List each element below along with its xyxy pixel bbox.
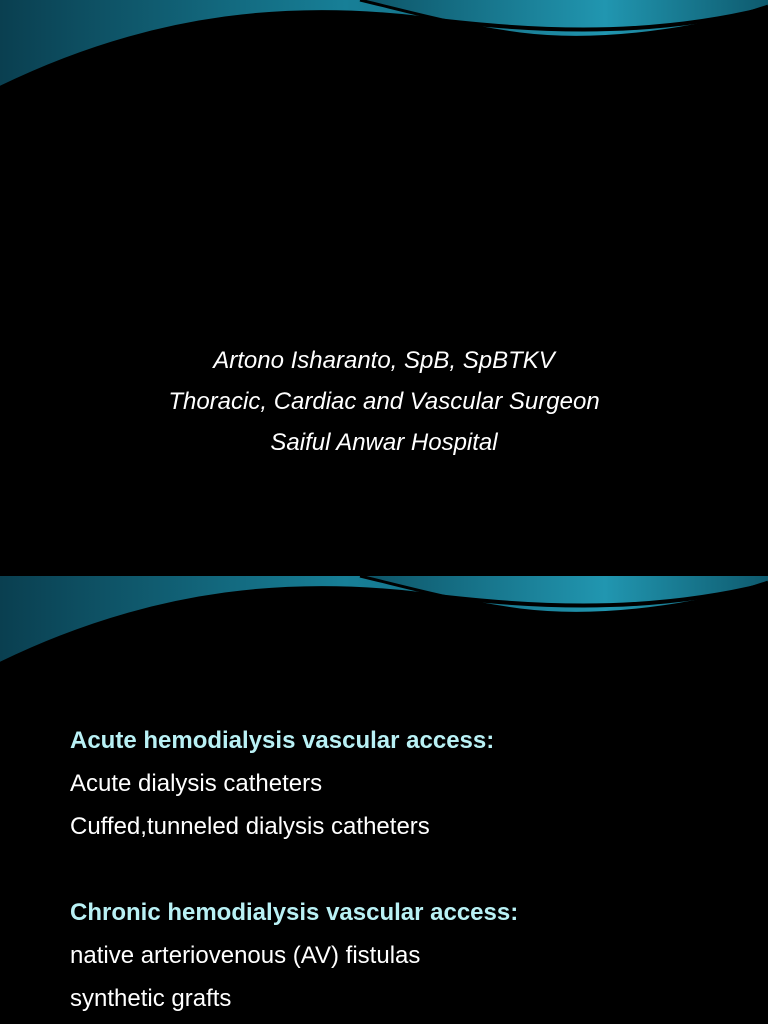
author-name: Artono Isharanto, SpB, SpBTKV (213, 347, 555, 374)
chronic-access-item: native arteriovenous (AV) fistulas (70, 942, 421, 969)
wave-header-decoration (0, 576, 768, 672)
vascular-access-content (70, 719, 750, 1020)
author-block (0, 340, 768, 463)
section-spacer (70, 848, 750, 891)
content-slide (0, 576, 768, 1024)
author-title: Thoracic, Cardiac and Vascular Surgeon (168, 388, 600, 415)
acute-access-item: Acute dialysis catheters (70, 770, 323, 797)
chronic-access-heading: Chronic hemodialysis vascular access: (70, 899, 519, 926)
wave-header-decoration (0, 0, 768, 96)
acute-access-item: Cuffed,tunneled dialysis catheters (70, 813, 430, 840)
chronic-access-item: synthetic grafts (70, 985, 232, 1012)
author-hospital: Saiful Anwar Hospital (270, 429, 498, 456)
acute-access-heading: Acute hemodialysis vascular access: (70, 727, 495, 754)
